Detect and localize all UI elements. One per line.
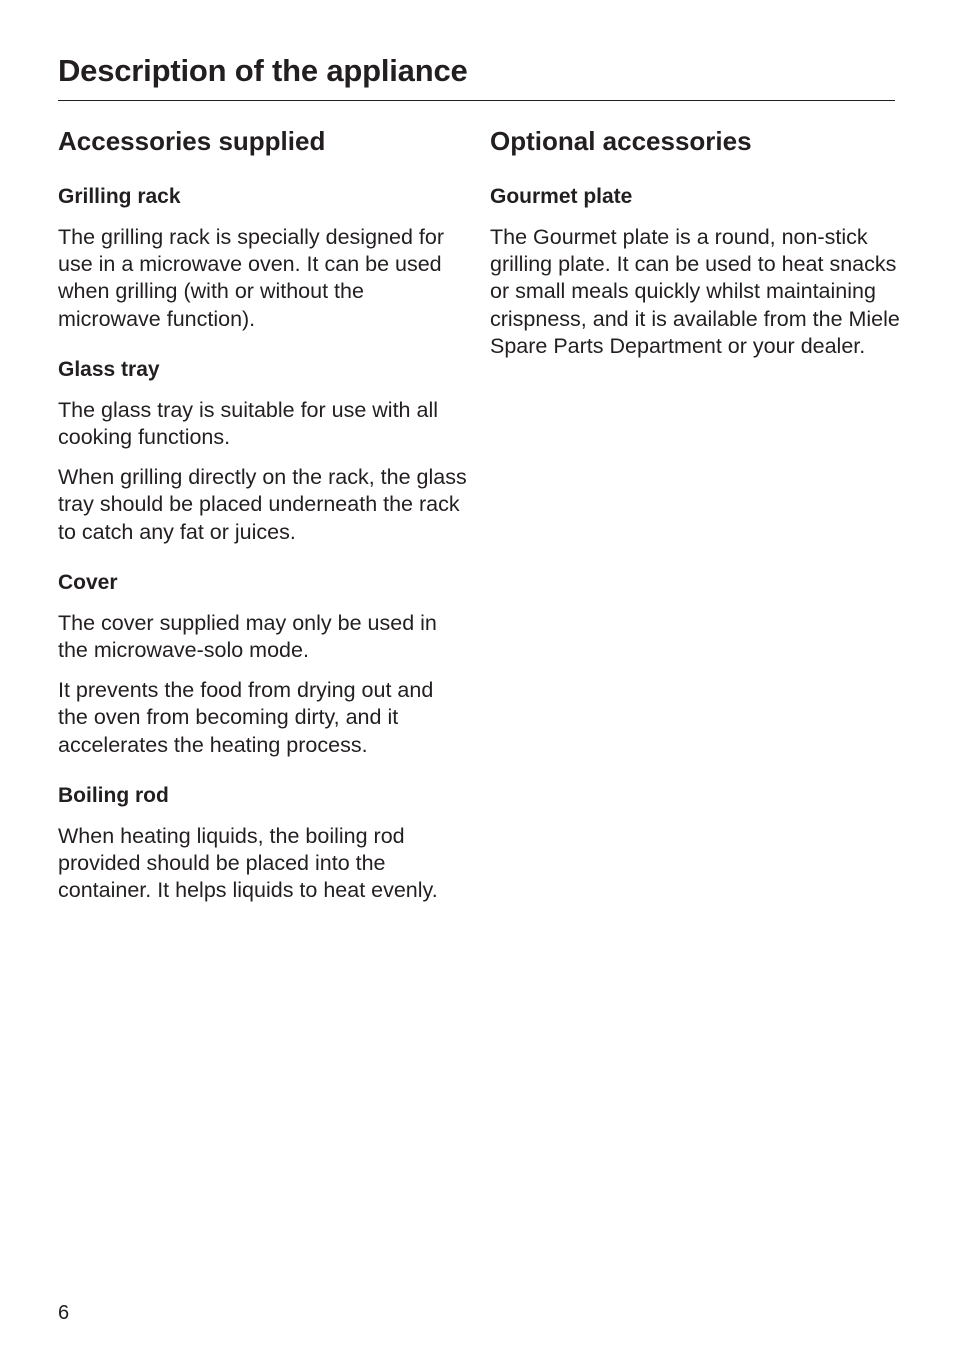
paragraph-gourmet-plate-1: The Gourmet plate is a round, non-stick grilling plate. It can be used to heat snacks or small meals quickly whilst maintaining crispness, and it is available from the Miele Spare Parts Department or your dealer. <box>490 225 900 358</box>
item-heading-cover: Cover <box>58 570 118 594</box>
item-grilling-rack <box>58 184 468 333</box>
optional-accessories-column <box>490 124 900 384</box>
section-heading-optional-accessories: Optional accessories <box>490 126 752 156</box>
item-glass-tray <box>58 357 468 546</box>
paragraph-glass-tray-2: When grilling directly on the rack, the glass tray should be placed underneath the rack to catch any fat or juices. <box>58 465 467 544</box>
item-heading-grilling-rack: Grilling rack <box>58 185 181 208</box>
item-heading-glass-tray: Glass tray <box>58 357 160 381</box>
accessories-supplied-column <box>58 124 468 928</box>
item-heading-gourmet-plate: Gourmet plate <box>490 185 633 208</box>
page-title: Description of the appliance <box>58 53 468 88</box>
section-heading-accessories-supplied: Accessories supplied <box>58 126 326 156</box>
item-heading-boiling-rod: Boiling rod <box>58 783 169 807</box>
page-number: 6 <box>58 1302 70 1324</box>
paragraph-glass-tray-1: The glass tray is suitable for use with all cooking functions. <box>58 397 438 450</box>
paragraph-cover-2: It prevents the food from drying out and the oven from becoming dirty, and it accelerates the heating process. <box>58 678 434 757</box>
paragraph-grilling-rack-1: The grilling rack is specially designed for use in a microwave oven. It can be used when grilling (with or without the microwave function). <box>58 225 444 331</box>
paragraph-cover-1: The cover supplied may only be used in the microwave-solo mode. <box>58 610 437 663</box>
item-gourmet-plate <box>490 184 900 360</box>
item-boiling-rod <box>58 783 468 905</box>
paragraph-boiling-rod-1: When heating liquids, the boiling rod provided should be placed into the container. It helps liquids to heat evenly. <box>58 823 438 903</box>
title-divider <box>58 100 895 101</box>
item-cover <box>58 570 468 759</box>
